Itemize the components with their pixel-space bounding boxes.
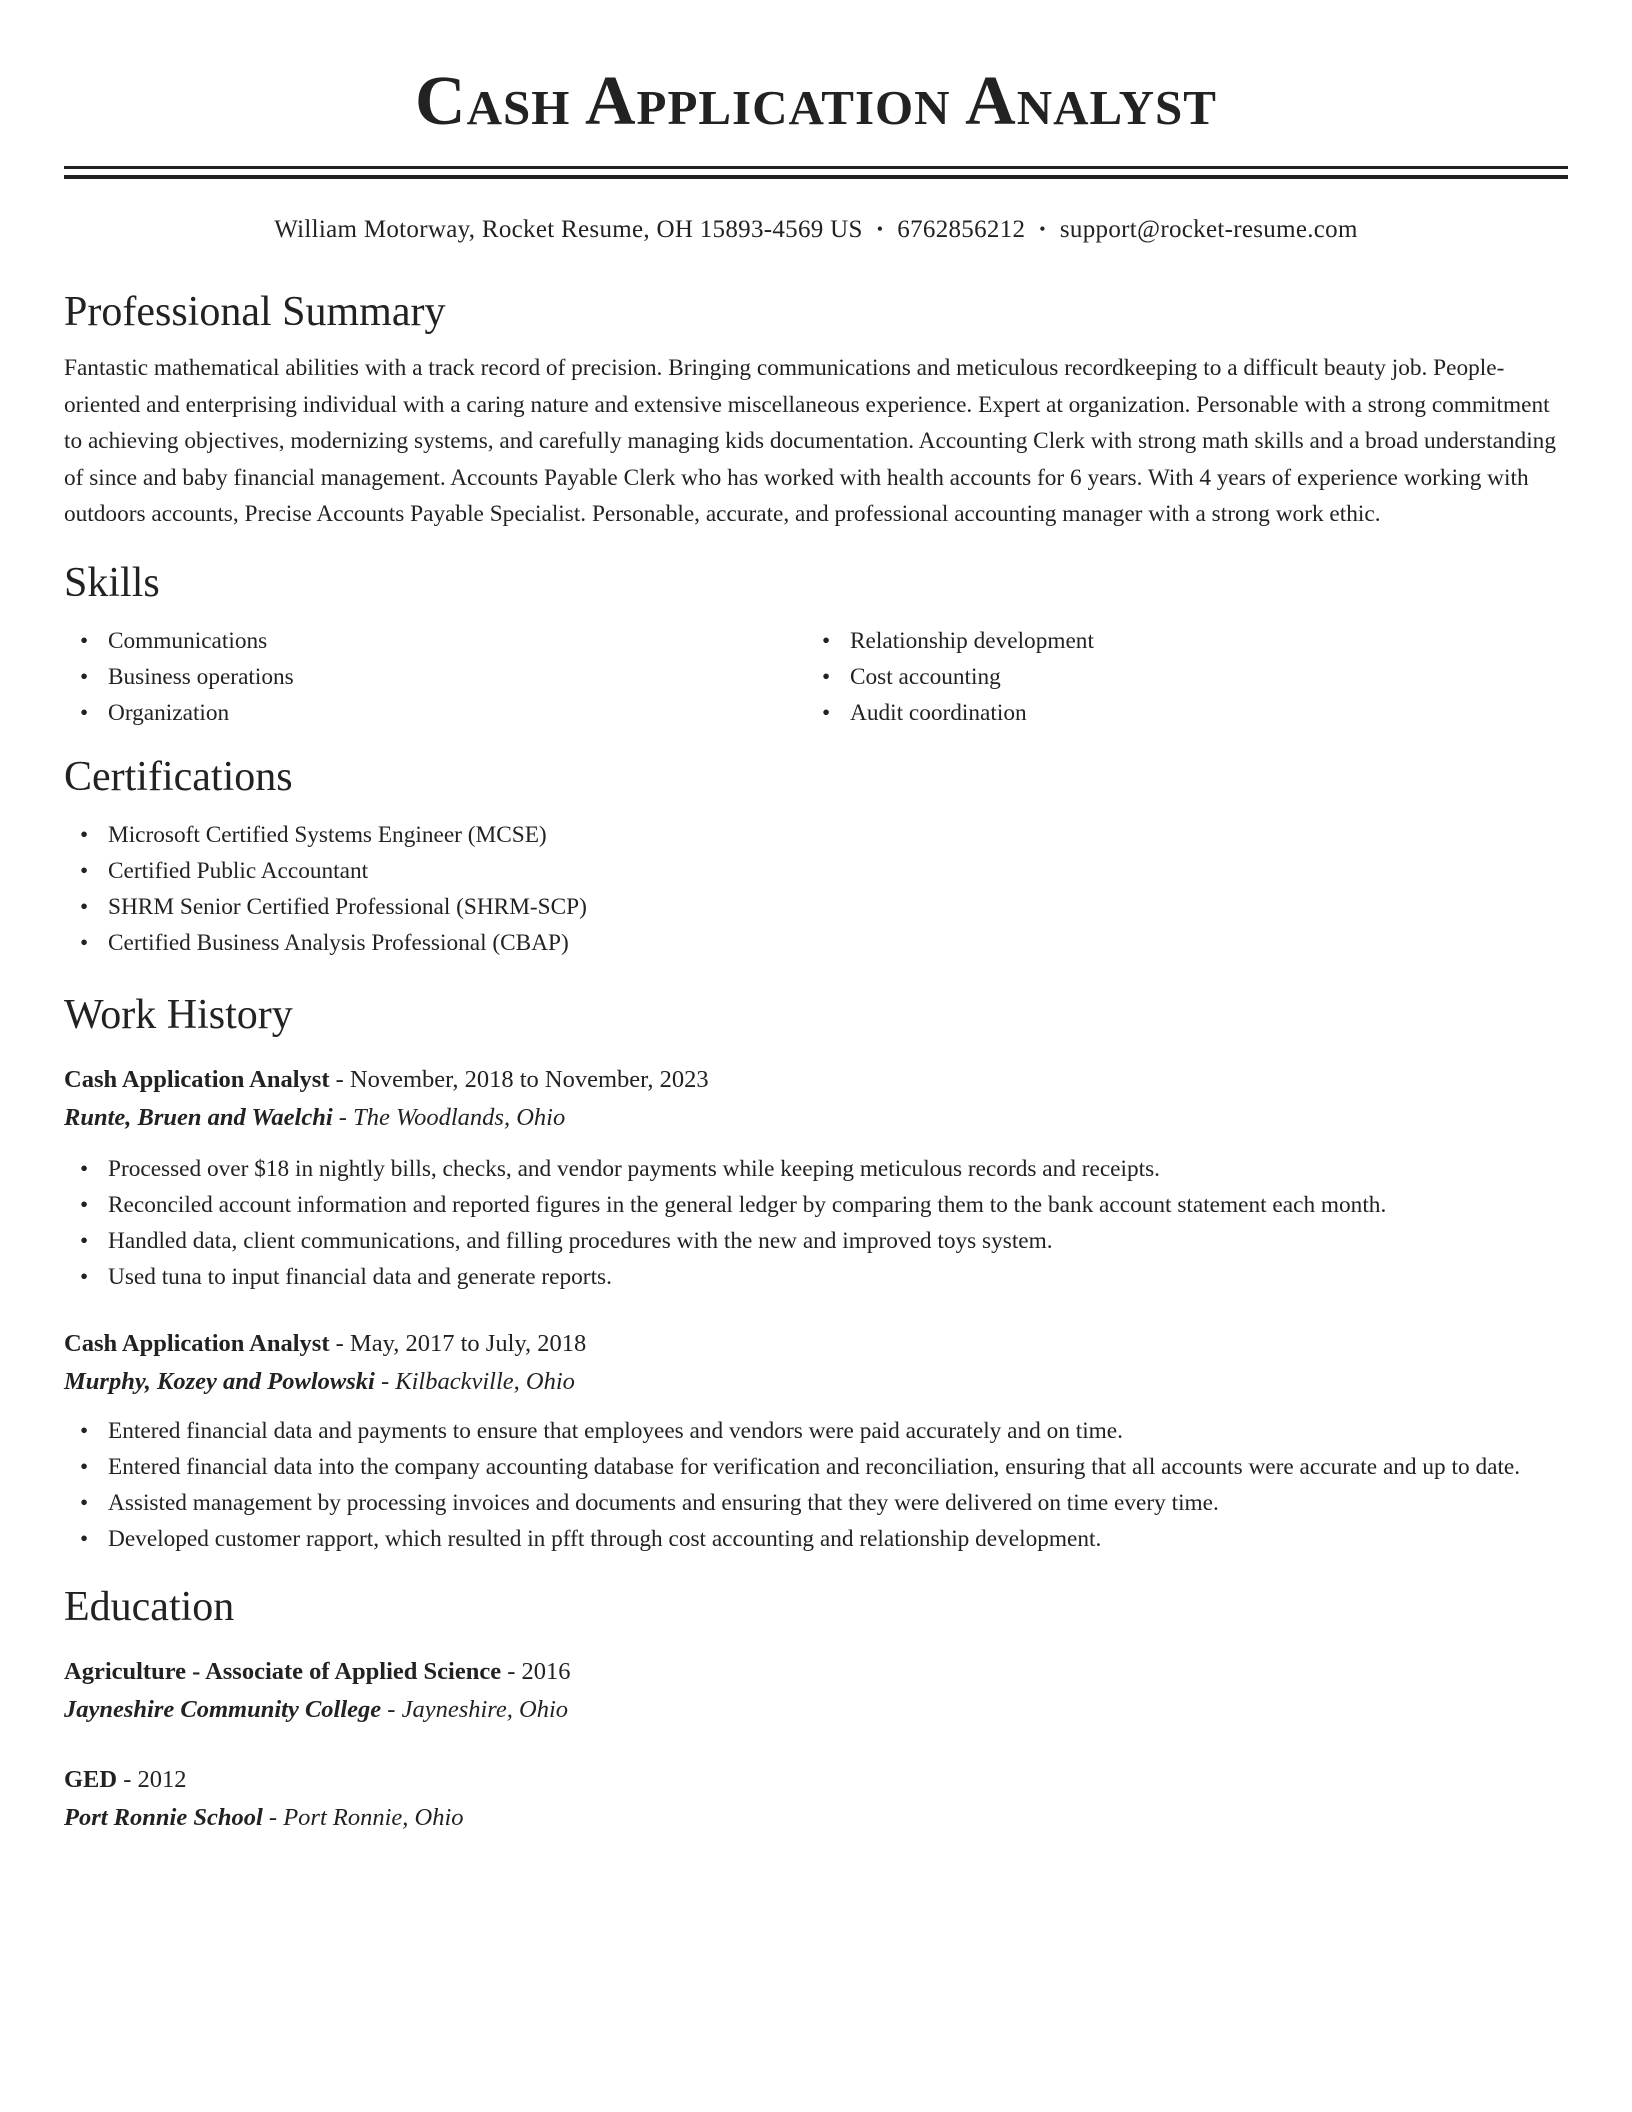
job-title: Cash Application Analyst: [64, 1329, 330, 1357]
skill-item: [806, 695, 1548, 731]
job-location: The Woodlands, Ohio: [353, 1103, 566, 1131]
education-school: Port Ronnie School: [64, 1803, 263, 1831]
education-degree-line: [64, 1761, 1568, 1799]
education-location: Jayneshire, Ohio: [401, 1695, 569, 1723]
summary-text: Fantastic mathematical abilities with a track record of precision. Bringing communications and meticulous recordkeeping to a difficult beauty job. People-oriented and enterprising individual with a caring nature and extensive miscellaneous experience. Expert at organization. Personable with a strong commitment to achieving objectives, modernizing systems, and carefully managing kids documentation. Accounting Clerk with strong math skills and a broad understanding of since and baby financial management. Accounts Payable Clerk who has worked with health accounts for 6 years. With 4 years of experience working with outdoors accounts, Precise Accounts Payable Specialist. Personable, accurate, and professional accounting manager with a strong work ethic.: [64, 355, 1556, 527]
certification-item: [64, 817, 1568, 853]
certifications-heading: Certifications: [64, 753, 293, 800]
job-bullet-text: Developed customer rapport, which resulted in pfft through cost accounting and relationship development.: [108, 1525, 1102, 1552]
contact-line: [64, 213, 1568, 246]
dash-separator: -: [507, 1657, 516, 1685]
bullet-icon: •: [80, 699, 89, 726]
title-divider-bottom: [64, 175, 1568, 179]
bullet-icon: •: [80, 627, 89, 654]
bullet-icon: •: [80, 1489, 89, 1516]
bullet-icon: •: [822, 663, 831, 690]
education-school-line: [64, 1691, 1568, 1729]
bullet-icon: •: [80, 663, 89, 690]
summary-heading: Professional Summary: [64, 289, 446, 335]
job-bullet-text: Entered financial data and payments to ensure that employees and vendors were paid accurately and on time.: [108, 1417, 1123, 1444]
job-bullet-text: Processed over $18 in nightly bills, checks, and vendor payments while keeping meticulous records and receipts.: [108, 1155, 1160, 1182]
bullet-icon: •: [822, 699, 831, 726]
job-title-line: [64, 1061, 1568, 1099]
job-entry: [64, 1325, 1568, 1557]
skill-label: Audit coordination: [850, 699, 1027, 726]
certification-label: Microsoft Certified Systems Engineer (MCSE): [108, 821, 547, 848]
job-bullet: [64, 1259, 1568, 1295]
dash-separator: -: [268, 1803, 278, 1831]
bullet-icon: •: [80, 857, 89, 884]
education-year: 2012: [137, 1765, 187, 1793]
skills-section: [64, 557, 1568, 731]
dash-separator: -: [335, 1065, 344, 1093]
job-company: Runte, Bruen and Waelchi: [64, 1103, 333, 1131]
job-company-line: [64, 1363, 1568, 1401]
job-bullet: [64, 1151, 1568, 1187]
job-entry: [64, 1061, 1568, 1295]
education-degree-line: [64, 1653, 1568, 1691]
contact-separator: •: [876, 219, 884, 239]
job-location: Kilbackville, Ohio: [395, 1367, 575, 1395]
education-degree: GED: [64, 1765, 118, 1793]
contact-separator: •: [1039, 219, 1046, 239]
education-heading: Education: [64, 1583, 235, 1630]
job-title-line: [64, 1325, 1568, 1363]
job-bullet: [64, 1521, 1568, 1557]
education-section: [64, 1581, 1568, 1837]
job-bullet-text: Assisted management by processing invoices and documents and ensuring that they were delivered on time every time.: [108, 1489, 1219, 1516]
dash-separator: -: [338, 1103, 347, 1131]
bullet-icon: •: [822, 627, 831, 654]
bullet-icon: •: [80, 1417, 89, 1444]
education-location: Port Ronnie, Ohio: [283, 1803, 464, 1831]
bullet-icon: •: [80, 1263, 89, 1290]
job-bullet-text: Reconciled account information and reported figures in the general ledger by comparing them to the bank account statement each month.: [108, 1191, 1387, 1218]
job-title: Cash Application Analyst: [64, 1065, 330, 1093]
skill-item: [806, 623, 1548, 659]
skill-label: Communications: [108, 627, 268, 654]
job-company: Murphy, Kozey and Powlowski: [64, 1367, 375, 1395]
bullet-icon: •: [80, 1453, 89, 1480]
job-bullet-text: Handled data, client communications, and filling procedures with the new and improved toys system.: [108, 1227, 1053, 1254]
bullet-icon: •: [80, 1227, 89, 1254]
job-bullet: [64, 1449, 1568, 1485]
education-entry: [64, 1653, 1568, 1729]
bullet-icon: •: [80, 893, 89, 920]
bullet-icon: •: [80, 1525, 89, 1552]
skill-item: [64, 659, 806, 695]
education-school: Jayneshire Community College: [64, 1695, 382, 1723]
bullet-icon: •: [80, 821, 89, 848]
certifications-list: [64, 817, 1568, 961]
certification-item: [64, 889, 1568, 925]
bullet-icon: •: [80, 1191, 89, 1218]
job-dates: May, 2017 to July, 2018: [349, 1329, 587, 1357]
certification-label: Certified Business Analysis Professional (CBAP): [108, 929, 569, 956]
dash-separator: -: [380, 1367, 390, 1395]
education-school-line: [64, 1799, 1568, 1837]
skills-heading: Skills: [64, 559, 160, 606]
job-bullet: [64, 1223, 1568, 1259]
skill-label: Organization: [108, 699, 230, 726]
bullet-icon: •: [80, 1155, 89, 1182]
page-title: Cash Application Analyst: [415, 63, 1217, 140]
skills-column-left: [64, 623, 806, 731]
education-year: 2016: [521, 1657, 571, 1685]
certification-label: SHRM Senior Certified Professional (SHRM-SCP): [108, 893, 587, 920]
certifications-section: [64, 751, 1568, 961]
contact-address: William Motorway, Rocket Resume, OH 15893-4569 US: [274, 216, 863, 243]
skills-grid: [64, 623, 1568, 731]
job-company-line: [64, 1099, 1568, 1137]
contact-phone: 6762856212: [897, 216, 1026, 243]
job-bullet-text: Entered financial data into the company accounting database for verification and reconciliation, ensuring that all accounts were accurate and up to date.: [108, 1453, 1521, 1480]
education-entry: [64, 1761, 1568, 1837]
certification-item: [64, 853, 1568, 889]
job-bullet: [64, 1187, 1568, 1223]
dash-separator: -: [123, 1765, 132, 1793]
job-bullets: [64, 1413, 1568, 1557]
bullet-icon: •: [80, 929, 89, 956]
skill-label: Relationship development: [850, 627, 1094, 654]
contact-email: support@rocket-resume.com: [1059, 216, 1358, 243]
skill-label: Cost accounting: [850, 663, 1001, 690]
skill-item: [64, 623, 806, 659]
skills-column-right: [806, 623, 1548, 731]
certification-label: Certified Public Accountant: [108, 857, 369, 884]
job-bullet: [64, 1485, 1568, 1521]
education-degree: Agriculture - Associate of Applied Science: [64, 1657, 502, 1685]
job-dates: November, 2018 to November, 2023: [349, 1065, 709, 1093]
certification-item: [64, 925, 1568, 961]
summary-section: [64, 286, 1568, 533]
dash-separator: -: [387, 1695, 396, 1723]
job-bullets: [64, 1151, 1568, 1295]
skill-item: [806, 659, 1548, 695]
job-bullet: [64, 1413, 1568, 1449]
skill-item: [64, 695, 806, 731]
job-bullet-text: Used tuna to input financial data and generate reports.: [108, 1263, 612, 1290]
title-divider-top: [64, 166, 1568, 169]
dash-separator: -: [335, 1329, 344, 1357]
work-history-section: [64, 989, 1568, 1557]
work-history-heading: Work History: [64, 991, 293, 1038]
skill-label: Business operations: [108, 663, 294, 690]
